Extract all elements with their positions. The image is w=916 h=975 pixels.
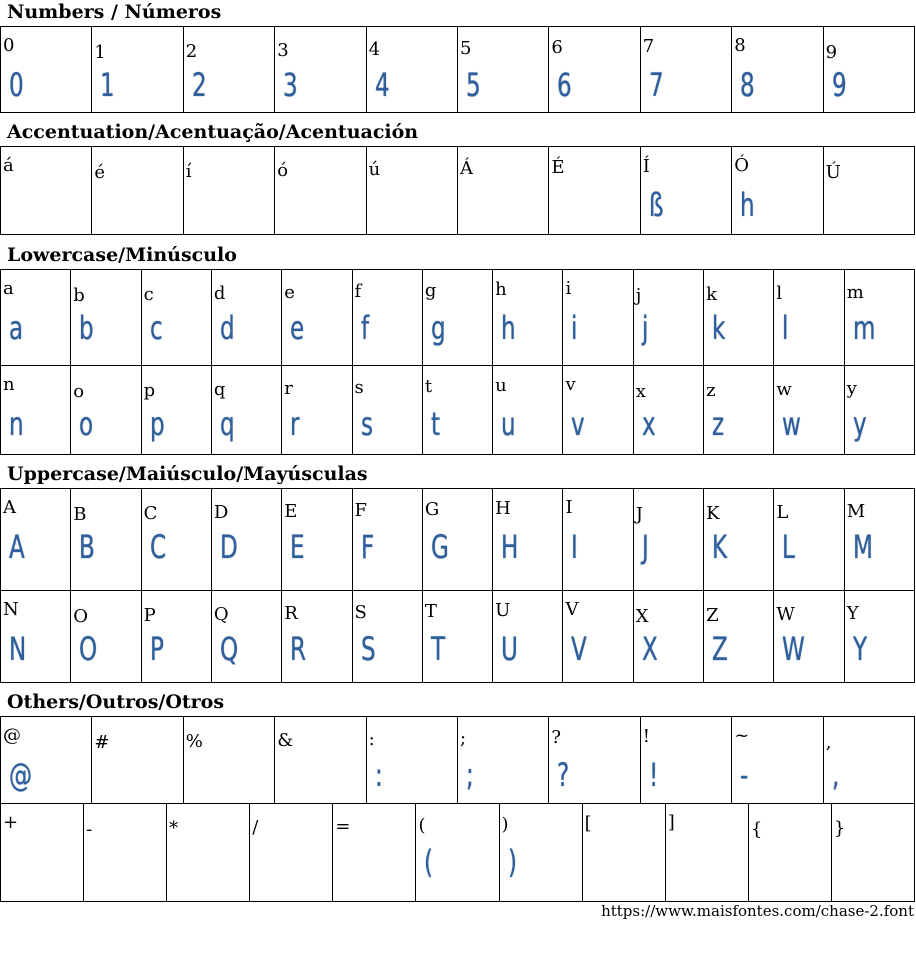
glyph-sample: H: [501, 528, 519, 566]
char-label: í: [185, 161, 192, 182]
char-label: V: [565, 599, 579, 620]
char-label: 7: [642, 36, 655, 57]
glyph-cell: [549, 27, 640, 113]
glyph-cell: [92, 717, 183, 804]
char-label: 9: [825, 42, 838, 63]
glyph-cell: [1, 366, 71, 455]
char-label: K: [706, 503, 720, 524]
glyph-cell: [634, 270, 704, 366]
glyph-cell: [824, 717, 915, 804]
glyph-sample: 1: [100, 66, 116, 104]
char-label: ú: [368, 159, 381, 180]
glyph-cell: [824, 27, 915, 113]
char-label: 4: [368, 39, 381, 60]
char-label: d: [213, 283, 226, 304]
glyph-sample: D: [219, 528, 238, 566]
char-label: }: [833, 818, 846, 839]
glyph-cell: [493, 366, 563, 455]
char-label: &: [277, 730, 294, 751]
glyph-cell: [634, 489, 704, 591]
char-label: q: [213, 379, 226, 400]
glyph-cell: [282, 366, 352, 455]
glyph-cell: [142, 591, 212, 683]
glyph-sample: -: [740, 756, 749, 794]
glyph-cell: [275, 717, 366, 804]
char-label: r: [284, 378, 293, 399]
glyph-cell: [563, 270, 633, 366]
glyph-cell: [732, 147, 823, 235]
glyph-sample: a: [9, 309, 24, 347]
char-label: P: [143, 605, 156, 626]
glyph-cell: [493, 270, 563, 366]
glyph-cell: [1, 147, 92, 235]
char-label: y: [846, 378, 857, 399]
char-label: ó: [277, 160, 289, 181]
glyph-sample: m: [852, 309, 876, 347]
char-label: ): [501, 814, 509, 835]
char-label: 3: [277, 40, 289, 61]
char-label: X: [635, 606, 649, 627]
char-label: u: [495, 375, 507, 396]
glyph-sample: X: [641, 630, 658, 668]
char-label: Y: [846, 603, 859, 624]
char-label: s: [354, 377, 364, 398]
glyph-cell: [824, 147, 915, 235]
char-label: Á: [460, 158, 473, 179]
glyph-cell: [749, 804, 832, 902]
char-label: p: [143, 380, 156, 401]
char-label: g: [424, 280, 437, 301]
glyph-cell: [71, 366, 141, 455]
glyph-sample: ,: [831, 756, 839, 794]
char-label: Í: [642, 156, 650, 177]
glyph-sample: M: [852, 528, 873, 566]
glyph-cell: [563, 591, 633, 683]
glyph-sample: N: [9, 630, 27, 668]
glyph-sample: x: [641, 405, 656, 443]
glyph-sample: 5: [466, 66, 481, 104]
char-label: H: [495, 498, 511, 519]
glyph-sample: p: [149, 405, 165, 443]
glyph-cell: [423, 489, 493, 591]
glyph-cell: [1, 804, 84, 902]
glyph-sample: b: [79, 309, 94, 347]
char-label: ;: [460, 728, 467, 749]
glyph-cell: [184, 147, 275, 235]
char-label: C: [143, 503, 158, 524]
glyph-cell: [212, 591, 282, 683]
glyph-sample: 3: [283, 66, 298, 104]
glyph-cell: [92, 147, 183, 235]
glyph-cell: [423, 591, 493, 683]
glyph-cell: [282, 270, 352, 366]
glyph-cell: [212, 489, 282, 591]
char-label: ]: [667, 812, 675, 833]
char-label: a: [3, 278, 14, 299]
glyph-cell: [774, 489, 844, 591]
glyph-sample: k: [712, 309, 726, 347]
char-label: T: [424, 601, 437, 622]
glyph-sample: E: [290, 528, 305, 566]
numbers-grid: [0, 26, 915, 113]
glyph-sample: s: [360, 405, 373, 443]
glyph-sample: l: [782, 309, 789, 347]
char-label: 6: [551, 37, 563, 58]
char-label: 5: [460, 38, 472, 59]
section-title-others: Others/Outros/Otros: [7, 691, 225, 713]
glyph-sample: f: [360, 309, 369, 347]
glyph-cell: [353, 591, 423, 683]
glyph-cell: [367, 27, 458, 113]
char-label: i: [565, 278, 572, 299]
glyph-sample: ): [507, 843, 517, 881]
char-label: #: [94, 732, 110, 753]
glyph-cell: [275, 147, 366, 235]
glyph-sample: d: [219, 309, 235, 347]
glyph-cell: [416, 804, 499, 902]
glyph-sample: T: [430, 630, 445, 668]
glyph-sample: L: [782, 528, 796, 566]
glyph-sample: C: [149, 528, 166, 566]
char-label: 0: [3, 35, 15, 56]
glyph-cell: [458, 27, 549, 113]
glyph-sample: r: [290, 405, 300, 443]
glyph-sample: t: [430, 405, 440, 443]
glyph-cell: [549, 147, 640, 235]
glyph-cell: [458, 717, 549, 804]
char-label: l: [776, 283, 783, 304]
glyph-cell: [282, 489, 352, 591]
char-label: f: [354, 281, 362, 302]
glyph-sample: U: [501, 630, 519, 668]
footer-url: https://www.maisfontes.com/chase-2.font: [601, 902, 914, 920]
glyph-sample: B: [79, 528, 96, 566]
char-label: J: [635, 504, 643, 525]
glyph-sample: h: [740, 186, 755, 224]
glyph-sample: A: [9, 528, 25, 566]
glyph-cell: [71, 489, 141, 591]
glyph-sample: Y: [852, 630, 867, 668]
glyph-cell: [333, 804, 416, 902]
glyph-cell: [774, 270, 844, 366]
glyph-cell: [367, 147, 458, 235]
glyph-sample: 8: [740, 66, 755, 104]
glyph-cell: [563, 366, 633, 455]
char-label: !: [642, 726, 651, 747]
glyph-cell: [634, 591, 704, 683]
glyph-cell: [423, 366, 493, 455]
glyph-cell: [1, 27, 92, 113]
glyph-cell: [1, 717, 92, 804]
char-label: x: [635, 381, 646, 402]
glyph-sample: G: [430, 528, 449, 566]
char-label: R: [284, 603, 298, 624]
char-label: w: [776, 379, 792, 400]
char-label: E: [284, 501, 298, 522]
char-label: t: [424, 376, 433, 397]
glyph-cell: [549, 717, 640, 804]
char-label: v: [565, 374, 576, 395]
char-label: 2: [185, 41, 198, 62]
glyph-sample: F: [360, 528, 374, 566]
char-label: +: [3, 812, 19, 833]
lowercase-grid: [0, 269, 915, 455]
glyph-cell: [845, 270, 915, 366]
char-label: á: [3, 155, 14, 176]
char-label: ‚: [825, 732, 832, 753]
glyph-cell: [845, 591, 915, 683]
glyph-sample: J: [641, 528, 649, 566]
glyph-sample: h: [501, 309, 516, 347]
char-label: U: [495, 600, 511, 621]
char-label: [: [584, 813, 592, 834]
glyph-cell: [704, 591, 774, 683]
glyph-cell: [500, 804, 583, 902]
glyph-cell: [666, 804, 749, 902]
glyph-cell: [353, 489, 423, 591]
glyph-sample: ß: [648, 186, 664, 224]
char-label: n: [3, 374, 15, 395]
glyph-cell: [732, 27, 823, 113]
glyph-sample: 0: [9, 66, 24, 104]
char-label: e: [284, 282, 295, 303]
glyph-sample: 2: [191, 66, 207, 104]
glyph-cell: [142, 366, 212, 455]
glyph-cell: [1, 591, 71, 683]
glyph-cell: [458, 147, 549, 235]
uppercase-grid: [0, 488, 915, 683]
char-label: N: [3, 599, 19, 620]
glyph-cell: [1, 270, 71, 366]
glyph-cell: [84, 804, 167, 902]
others-grid-row1: [0, 716, 915, 804]
glyph-sample: !: [648, 756, 659, 794]
glyph-cell: [275, 27, 366, 113]
glyph-cell: [563, 489, 633, 591]
char-label: =: [335, 816, 351, 837]
char-label: /: [252, 817, 259, 838]
glyph-sample: K: [712, 528, 728, 566]
glyph-cell: [71, 270, 141, 366]
glyph-cell: [142, 489, 212, 591]
char-label: o: [73, 381, 85, 402]
char-label: ?: [551, 727, 562, 748]
glyph-sample: S: [360, 630, 376, 668]
char-label: {: [750, 819, 763, 840]
glyph-sample: :: [374, 756, 383, 794]
glyph-cell: [634, 366, 704, 455]
glyph-cell: [641, 147, 732, 235]
glyph-sample: (: [424, 843, 434, 881]
char-label: b: [73, 285, 85, 306]
glyph-cell: [423, 270, 493, 366]
section-title-numbers: Numbers / Números: [7, 1, 222, 23]
glyph-sample: z: [712, 405, 725, 443]
char-label: L: [776, 502, 789, 523]
char-label: :: [368, 729, 375, 750]
char-label: %: [185, 731, 203, 752]
char-label: 1: [94, 42, 106, 63]
glyph-sample: o: [79, 405, 94, 443]
char-label: G: [424, 499, 440, 520]
glyph-sample: n: [9, 405, 24, 443]
char-label: É: [551, 157, 565, 178]
glyph-cell: [142, 270, 212, 366]
char-label: z: [706, 380, 716, 401]
glyph-cell: [641, 27, 732, 113]
glyph-cell: [353, 270, 423, 366]
char-label: ~: [734, 725, 750, 746]
glyph-sample: 7: [648, 66, 664, 104]
glyph-sample: Z: [712, 630, 728, 668]
glyph-sample: e: [290, 309, 305, 347]
glyph-sample: w: [782, 405, 802, 443]
glyph-cell: [704, 366, 774, 455]
glyph-cell: [704, 489, 774, 591]
glyph-cell: [1, 489, 71, 591]
char-label: *: [169, 818, 179, 839]
glyph-cell: [71, 591, 141, 683]
char-label: D: [213, 502, 229, 523]
glyph-cell: [92, 27, 183, 113]
section-title-accents: Accentuation/Acentuação/Acentuación: [7, 121, 419, 143]
glyph-cell: [845, 489, 915, 591]
glyph-cell: [493, 591, 563, 683]
char-label: M: [846, 501, 866, 522]
glyph-cell: [282, 591, 352, 683]
glyph-sample: c: [149, 309, 163, 347]
char-label: c: [143, 284, 154, 305]
glyph-sample: v: [571, 405, 586, 443]
glyph-sample: ?: [557, 756, 570, 794]
glyph-sample: W: [782, 630, 806, 668]
char-label: Z: [706, 605, 719, 626]
char-label: (: [418, 815, 426, 836]
glyph-cell: [367, 717, 458, 804]
glyph-sample: 4: [374, 66, 390, 104]
char-label: O: [73, 606, 89, 627]
char-label: j: [635, 285, 642, 306]
glyph-sample: q: [219, 405, 235, 443]
char-label: 8: [734, 35, 746, 56]
glyph-cell: [184, 27, 275, 113]
char-label: é: [94, 162, 106, 183]
accents-grid: [0, 146, 915, 235]
glyph-sample: O: [79, 630, 98, 668]
glyph-cell: [641, 717, 732, 804]
glyph-cell: [845, 366, 915, 455]
glyph-sample: Q: [219, 630, 239, 668]
section-title-lowercase: Lowercase/Minúsculo: [7, 244, 237, 266]
char-label: Ú: [825, 162, 841, 183]
glyph-cell: [353, 366, 423, 455]
glyph-cell: [212, 366, 282, 455]
glyph-sample: 6: [557, 66, 573, 104]
char-label: Ó: [734, 155, 749, 176]
glyph-sample: i: [571, 309, 578, 347]
glyph-cell: [774, 591, 844, 683]
glyph-cell: [774, 366, 844, 455]
glyph-cell: [167, 804, 250, 902]
char-label: B: [73, 504, 87, 525]
char-label: S: [354, 602, 367, 623]
glyph-sample: ;: [466, 756, 474, 794]
glyph-sample: y: [852, 405, 867, 443]
char-label: I: [565, 497, 573, 518]
glyph-cell: [732, 717, 823, 804]
glyph-cell: [832, 804, 915, 902]
glyph-sample: I: [571, 528, 579, 566]
glyph-cell: [704, 270, 774, 366]
char-label: @: [3, 725, 21, 746]
glyph-sample: P: [149, 630, 164, 668]
glyph-sample: g: [430, 309, 446, 347]
glyph-cell: [583, 804, 666, 902]
glyph-cell: [493, 489, 563, 591]
section-title-uppercase: Uppercase/Maiúsculo/Mayúsculas: [7, 463, 368, 485]
char-label: Q: [213, 604, 229, 625]
char-label: k: [706, 284, 717, 305]
others-grid-row2: [0, 803, 915, 902]
char-label: A: [3, 497, 16, 518]
char-label: F: [354, 500, 368, 521]
glyph-sample: j: [641, 309, 649, 347]
char-label: h: [495, 279, 507, 300]
glyph-sample: u: [501, 405, 516, 443]
glyph-cell: [184, 717, 275, 804]
glyph-sample: 9: [831, 66, 847, 104]
glyph-cell: [250, 804, 333, 902]
glyph-cell: [212, 270, 282, 366]
glyph-sample: @: [9, 756, 33, 794]
glyph-sample: R: [290, 630, 307, 668]
char-label: m: [846, 282, 864, 303]
glyph-sample: V: [571, 630, 588, 668]
char-label: W: [776, 604, 795, 625]
char-label: -: [86, 819, 93, 840]
